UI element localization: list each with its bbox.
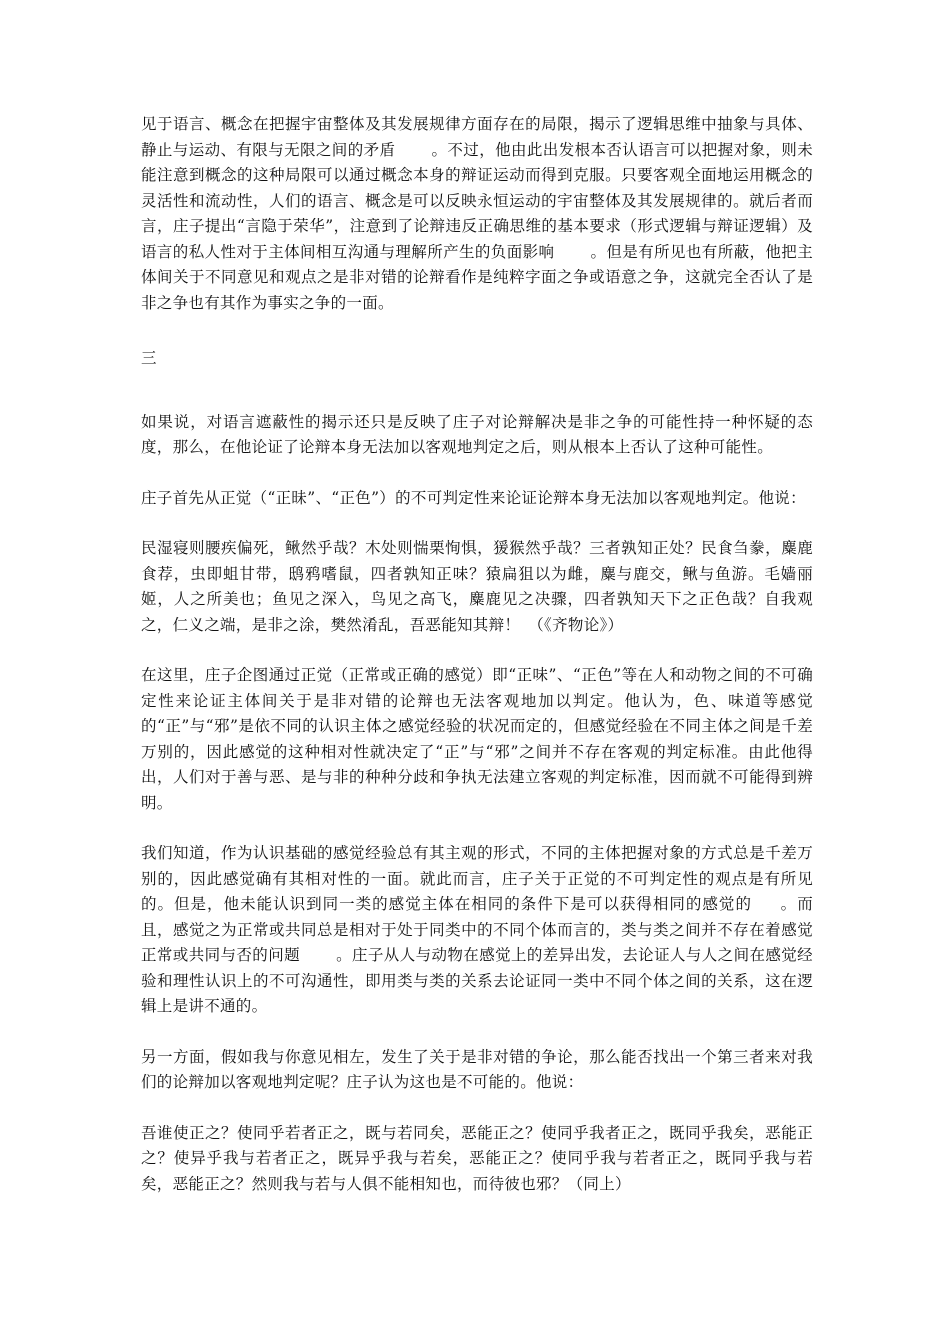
- document-body: [141, 112, 813, 1222]
- paragraph-text: 。庄子从人与动物在感觉上的差异出发，去论证人与人之间在感觉经验和理性认识上的不可沟通性，即用类与类的关系去论证同一类中不同个体之间的关系，这在逻辑上是讲不通的。: [141, 946, 813, 1015]
- paragraph-text: 。而且，感觉之为正常或共同总是相对于处于同类中的不同个体而言的，类与类之间并不存在着感觉正常或共同与否的问题: [141, 895, 813, 964]
- paragraph: 另一方面，假如我与你意见相左，发生了关于是非对错的争论，那么能否找出一个第三者来对我们的论辩加以客观地判定呢？庄子认为这也是不可能的。他说：: [141, 1047, 813, 1091]
- paragraph-text: 。但是有所见也有所蔽，他把主体间关于不同意见和观点之是非对错的论辩看作是纯粹字面之争或语意之争，这就完全否认了是非之争也有其作为事实之争的一面。: [141, 242, 814, 312]
- paragraph: 在这里，庄子企图通过正觉（正常或正确的感觉）即“正味”、“正色”等在人和动物之间的不可确定性来论证主体间关于是非对错的论辩也无法客观地加以判定。他认为，色、味道等感觉的“正”与“邪”是依不同的认识主体之感觉经验的状况而定的，但感觉经验在不同主体之间是千差万别的，因此感觉的这种相对性就决定了“正”与“邪”之间并不存在客观的判定标准。由此他得出，人们对于善与恶、是与非的种种分歧和争执无法建立客观的判定标准，因而就不可能得到辨明。: [141, 666, 813, 812]
- paragraph-text: 。不过，他由此出发根本否认语言可以把握对象，则未能注意到概念的这种局限可以通过概念本身的辩证运动而得到克服。只要客观全面地运用概念的灵活性和流动性，人们的语言、概念是可以反映永恒运动的宇宙整体及其发展规律的。就后者而言，庄子提出“言隐于荣华”，注意到了论辩违反正确思维的基本要求（形式逻辑与辩证逻辑）及语言的私人性对于主体间相互沟通与理解所产生的负面影响: [141, 140, 813, 261]
- quotation-paragraph: 吾谁使正之？使同乎若者正之，既与若同矣，恶能正之？使同乎我者正之，既同乎我矣，恶能正之？使异乎我与若者正之，既异乎我与若矣，恶能正之？使同乎我与若者正之，既同乎我与若矣，恶能正之？然则我与若与人俱不能相知也，而待彼也邪？（同上）: [141, 1123, 813, 1193]
- paragraph-text: 我们知道，作为认识基础的感觉经验总有其主观的形式，不同的主体把握对象的方式总是千差万别的，因此感觉确有其相对性的一面。就此而言，庄子关于正觉的不可判定性的观点是有所见的。但是，他未能认识到同一类的感觉主体在相同的条件下是可以获得相同的感觉的: [141, 844, 813, 913]
- paragraph-text: 见于语言、概念在把握宇宙整体及其发展规律方面存在的局限，揭示了逻辑思维中抽象与具体、静止与运动、有限与无限之间的矛盾: [141, 115, 813, 159]
- section-heading: 三: [141, 349, 157, 367]
- paragraph: [141, 841, 813, 1020]
- paragraph-continuation: [141, 112, 813, 316]
- paragraph: 如果说，对语言遮蔽性的揭示还只是反映了庄子对论辩解决是非之争的可能性持一种怀疑的态度，那么，在他论证了论辩本身无法加以客观地判定之后，则从根本上否认了这种可能性。: [141, 412, 813, 456]
- quotation-paragraph: 民湿寝则腰疾偏死，鳅然乎哉？木处则惴栗恂惧，猨猴然乎哉？三者孰知正处？民食刍豢，麋鹿食荐，虫即蛆甘带，鸱鸦嗜鼠，四者孰知正味？猿扁狙以为雌，麋与鹿交，鳅与鱼游。毛嫱丽姬，人之所美也；鱼见之深入，鸟见之高飞，麋鹿见之决骤，四者孰知天下之正色哉？自我观之，仁义之端，是非之涂，樊然淆乱，吾恶能知其辩！ （《齐物论》）: [141, 539, 813, 634]
- paragraph: 庄子首先从正觉（“正昧”、“正色”）的不可判定性来论证论辩本身无法加以客观地判定。他说：: [141, 488, 806, 507]
